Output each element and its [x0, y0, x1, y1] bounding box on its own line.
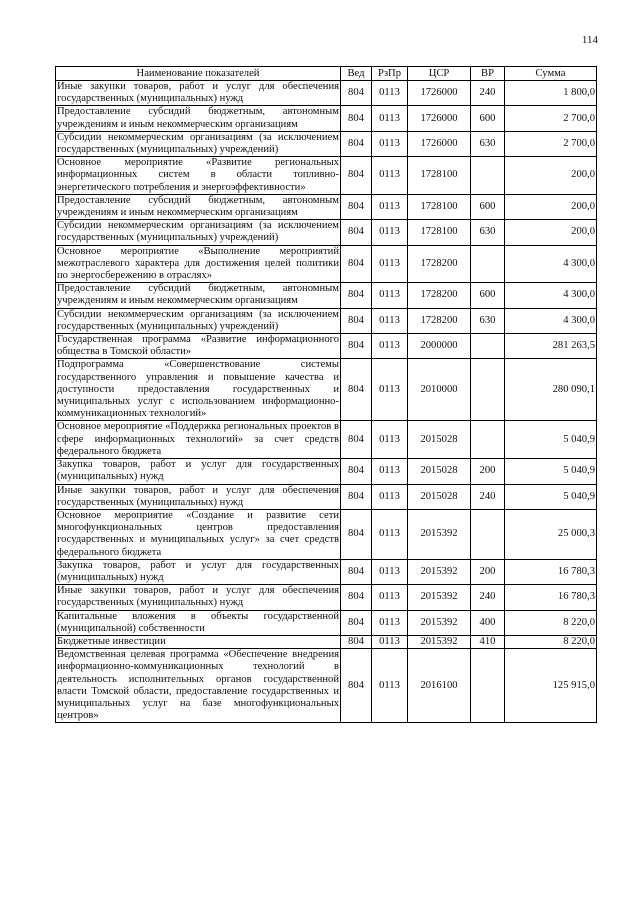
- table-row: [56, 610, 597, 635]
- row-rzpr: 0113: [372, 283, 408, 308]
- table-row: [56, 245, 597, 283]
- row-vr: 400: [471, 610, 505, 635]
- page-number: 114: [581, 34, 598, 46]
- row-rzpr: 0113: [372, 559, 408, 584]
- row-ved: 804: [341, 334, 372, 359]
- header-csr: ЦСР: [408, 67, 471, 81]
- row-vr: 630: [471, 131, 505, 156]
- row-csr: 2015392: [408, 559, 471, 584]
- table-row: [56, 308, 597, 333]
- row-ved: 804: [341, 245, 372, 283]
- row-name: Иные закупки товаров, работ и услуг для обеспечения государственных (муниципальных) нужд: [57, 585, 339, 609]
- row-ved: 804: [341, 283, 372, 308]
- row-sum: 200,0: [505, 157, 597, 195]
- row-ved: 804: [341, 81, 372, 106]
- row-csr: 2015392: [408, 509, 471, 559]
- row-name: Ведомственная целевая программа «Обеспечение внедрения информационно-коммуникационных технологий в деятельность исполнительных органов государственной власти Томской области, предоставление государственных и муниципальных услуг на базе многофункциональных центров»: [57, 649, 339, 722]
- row-rzpr: 0113: [372, 334, 408, 359]
- row-csr: 1728200: [408, 283, 471, 308]
- row-ved: 804: [341, 308, 372, 333]
- table-row: [56, 649, 597, 723]
- row-name: Основное мероприятие «Выполнение мероприятий межотраслевого характера для достижения целей политики по энергосбережению в отраслях»: [57, 245, 339, 282]
- row-vr: [471, 421, 505, 459]
- row-name: Субсидии некоммерческим организациям (за исключением государственных (муниципальных) учреждений): [57, 308, 339, 332]
- row-name: Основное мероприятие «Создание и развитие сети многофункциональных центров предоставления государственных и муниципальных услуг» за счет средств федерального бюджета: [57, 509, 339, 558]
- row-vr: 240: [471, 484, 505, 509]
- row-ved: 804: [341, 509, 372, 559]
- row-rzpr: 0113: [372, 220, 408, 245]
- row-sum: 8 220,0: [505, 610, 597, 635]
- row-csr: 2015392: [408, 610, 471, 635]
- row-ved: 804: [341, 359, 372, 421]
- row-sum: 200,0: [505, 220, 597, 245]
- row-name: Предоставление субсидий бюджетным, автономным учреждениям и иным некоммерческим организациям: [57, 194, 339, 219]
- row-csr: 1726000: [408, 81, 471, 106]
- row-sum: 2 700,0: [505, 106, 597, 131]
- row-sum: 25 000,3: [505, 509, 597, 559]
- row-rzpr: 0113: [372, 359, 408, 421]
- table-row: [56, 635, 597, 648]
- row-rzpr: 0113: [372, 194, 408, 219]
- table-row: [56, 585, 597, 610]
- row-rzpr: 0113: [372, 106, 408, 131]
- row-sum: 16 780,3: [505, 585, 597, 610]
- row-ved: 804: [341, 106, 372, 131]
- row-rzpr: 0113: [372, 81, 408, 106]
- table-row: [56, 334, 597, 359]
- row-sum: 8 220,0: [505, 635, 597, 648]
- row-ved: 804: [341, 157, 372, 195]
- row-csr: 1728100: [408, 220, 471, 245]
- row-ved: 804: [341, 220, 372, 245]
- row-name: Иные закупки товаров, работ и услуг для обеспечения государственных (муниципальных) нужд: [57, 81, 339, 105]
- header-vr: ВР: [471, 67, 505, 81]
- header-sum: Сумма: [505, 67, 597, 81]
- table-row: [56, 220, 597, 245]
- table-row: [56, 106, 597, 131]
- row-rzpr: 0113: [372, 635, 408, 648]
- table-row: [56, 131, 597, 156]
- row-name: Закупка товаров, работ и услуг для государственных (муниципальных) нужд: [57, 459, 339, 483]
- table-row: [56, 421, 597, 459]
- table-row: [56, 157, 597, 195]
- row-sum: 16 780,3: [505, 559, 597, 584]
- row-vr: 240: [471, 585, 505, 610]
- table-row: [56, 509, 597, 559]
- table-row: [56, 81, 597, 106]
- table-row: [56, 283, 597, 308]
- row-sum: 5 040,9: [505, 421, 597, 459]
- table-row: [56, 559, 597, 584]
- row-sum: 281 263,5: [505, 334, 597, 359]
- row-vr: 240: [471, 81, 505, 106]
- header-name: Наименование показателей: [56, 67, 341, 81]
- row-csr: 1728200: [408, 308, 471, 333]
- header-row: [56, 67, 597, 81]
- table-row: [56, 484, 597, 509]
- row-ved: 804: [341, 610, 372, 635]
- row-vr: 630: [471, 308, 505, 333]
- row-sum: 4 300,0: [505, 283, 597, 308]
- row-vr: [471, 359, 505, 421]
- row-rzpr: 0113: [372, 131, 408, 156]
- row-rzpr: 0113: [372, 459, 408, 484]
- row-ved: 804: [341, 649, 372, 723]
- row-sum: 125 915,0: [505, 649, 597, 723]
- row-name: Иные закупки товаров, работ и услуг для обеспечения государственных (муниципальных) нужд: [57, 484, 339, 508]
- row-csr: 2015028: [408, 484, 471, 509]
- row-ved: 804: [341, 194, 372, 219]
- budget-table: [55, 66, 597, 723]
- row-vr: 600: [471, 283, 505, 308]
- row-rzpr: 0113: [372, 484, 408, 509]
- row-vr: [471, 334, 505, 359]
- table-header: [56, 67, 597, 81]
- row-csr: 1728100: [408, 194, 471, 219]
- row-sum: 1 800,0: [505, 81, 597, 106]
- row-rzpr: 0113: [372, 509, 408, 559]
- row-rzpr: 0113: [372, 585, 408, 610]
- row-vr: 410: [471, 635, 505, 648]
- row-name: Государственная программа «Развитие информационного общества в Томской области»: [57, 334, 339, 358]
- row-name: Предоставление субсидий бюджетным, автономным учреждениям и иным некоммерческим организациям: [57, 283, 339, 307]
- header-rzpr: РзПр: [372, 67, 408, 81]
- row-ved: 804: [341, 559, 372, 584]
- row-ved: 804: [341, 585, 372, 610]
- row-vr: 200: [471, 459, 505, 484]
- row-rzpr: 0113: [372, 421, 408, 459]
- row-vr: 630: [471, 220, 505, 245]
- row-name: Подпрограмма «Совершенствование системы государственного управления и повышение качества и доступности предоставления государственных и муниципальных услуг с использованием информационно-коммуникационных технологий»: [57, 359, 339, 420]
- row-sum: 200,0: [505, 194, 597, 219]
- row-csr: 1726000: [408, 106, 471, 131]
- row-sum: 5 040,9: [505, 484, 597, 509]
- table-row: [56, 359, 597, 421]
- row-rzpr: 0113: [372, 308, 408, 333]
- row-name: Субсидии некоммерческим организациям (за исключением государственных (муниципальных) учреждений): [57, 220, 339, 244]
- row-csr: 2000000: [408, 334, 471, 359]
- row-ved: 804: [341, 635, 372, 648]
- row-csr: 1728100: [408, 157, 471, 195]
- row-csr: 2016100: [408, 649, 471, 723]
- row-vr: [471, 157, 505, 195]
- row-vr: 600: [471, 194, 505, 219]
- table-body: [56, 81, 597, 723]
- row-name: Капитальные вложения в объекты государственной (муниципальной) собственности: [57, 610, 339, 634]
- row-csr: 2015392: [408, 585, 471, 610]
- row-csr: 2015028: [408, 421, 471, 459]
- row-sum: 4 300,0: [505, 245, 597, 283]
- row-name: Субсидии некоммерческим организациям (за исключением государственных (муниципальных) учреждений): [57, 131, 339, 156]
- row-ved: 804: [341, 484, 372, 509]
- row-rzpr: 0113: [372, 649, 408, 723]
- row-vr: [471, 649, 505, 723]
- row-sum: 5 040,9: [505, 459, 597, 484]
- table-row: [56, 459, 597, 484]
- row-csr: 2015028: [408, 459, 471, 484]
- row-csr: 1726000: [408, 131, 471, 156]
- row-vr: [471, 245, 505, 283]
- row-csr: 1728200: [408, 245, 471, 283]
- row-rzpr: 0113: [372, 245, 408, 283]
- row-ved: 804: [341, 131, 372, 156]
- row-ved: 804: [341, 421, 372, 459]
- header-ved: Вед: [341, 67, 372, 81]
- row-csr: 2010000: [408, 359, 471, 421]
- row-vr: 200: [471, 559, 505, 584]
- row-name: Бюджетные инвестиции: [56, 635, 341, 648]
- row-vr: [471, 509, 505, 559]
- row-name: Предоставление субсидий бюджетным, автономным учреждениям и иным некоммерческим организациям: [57, 106, 339, 130]
- row-sum: 2 700,0: [505, 131, 597, 156]
- table-row: [56, 194, 597, 219]
- row-rzpr: 0113: [372, 610, 408, 635]
- row-csr: 2015392: [408, 635, 471, 648]
- row-name: Основное мероприятие «Поддержка региональных проектов в сфере информационных технологий» за счет средств федерального бюджета: [57, 421, 339, 457]
- row-name: Закупка товаров, работ и услуг для государственных (муниципальных) нужд: [57, 559, 339, 583]
- row-vr: 600: [471, 106, 505, 131]
- row-sum: 4 300,0: [505, 308, 597, 333]
- row-rzpr: 0113: [372, 157, 408, 195]
- row-sum: 280 090,1: [505, 359, 597, 421]
- row-name: Основное мероприятие «Развитие региональных информационных систем в области топливно-энергетического потребления и энергоэффективности»: [57, 157, 339, 193]
- row-ved: 804: [341, 459, 372, 484]
